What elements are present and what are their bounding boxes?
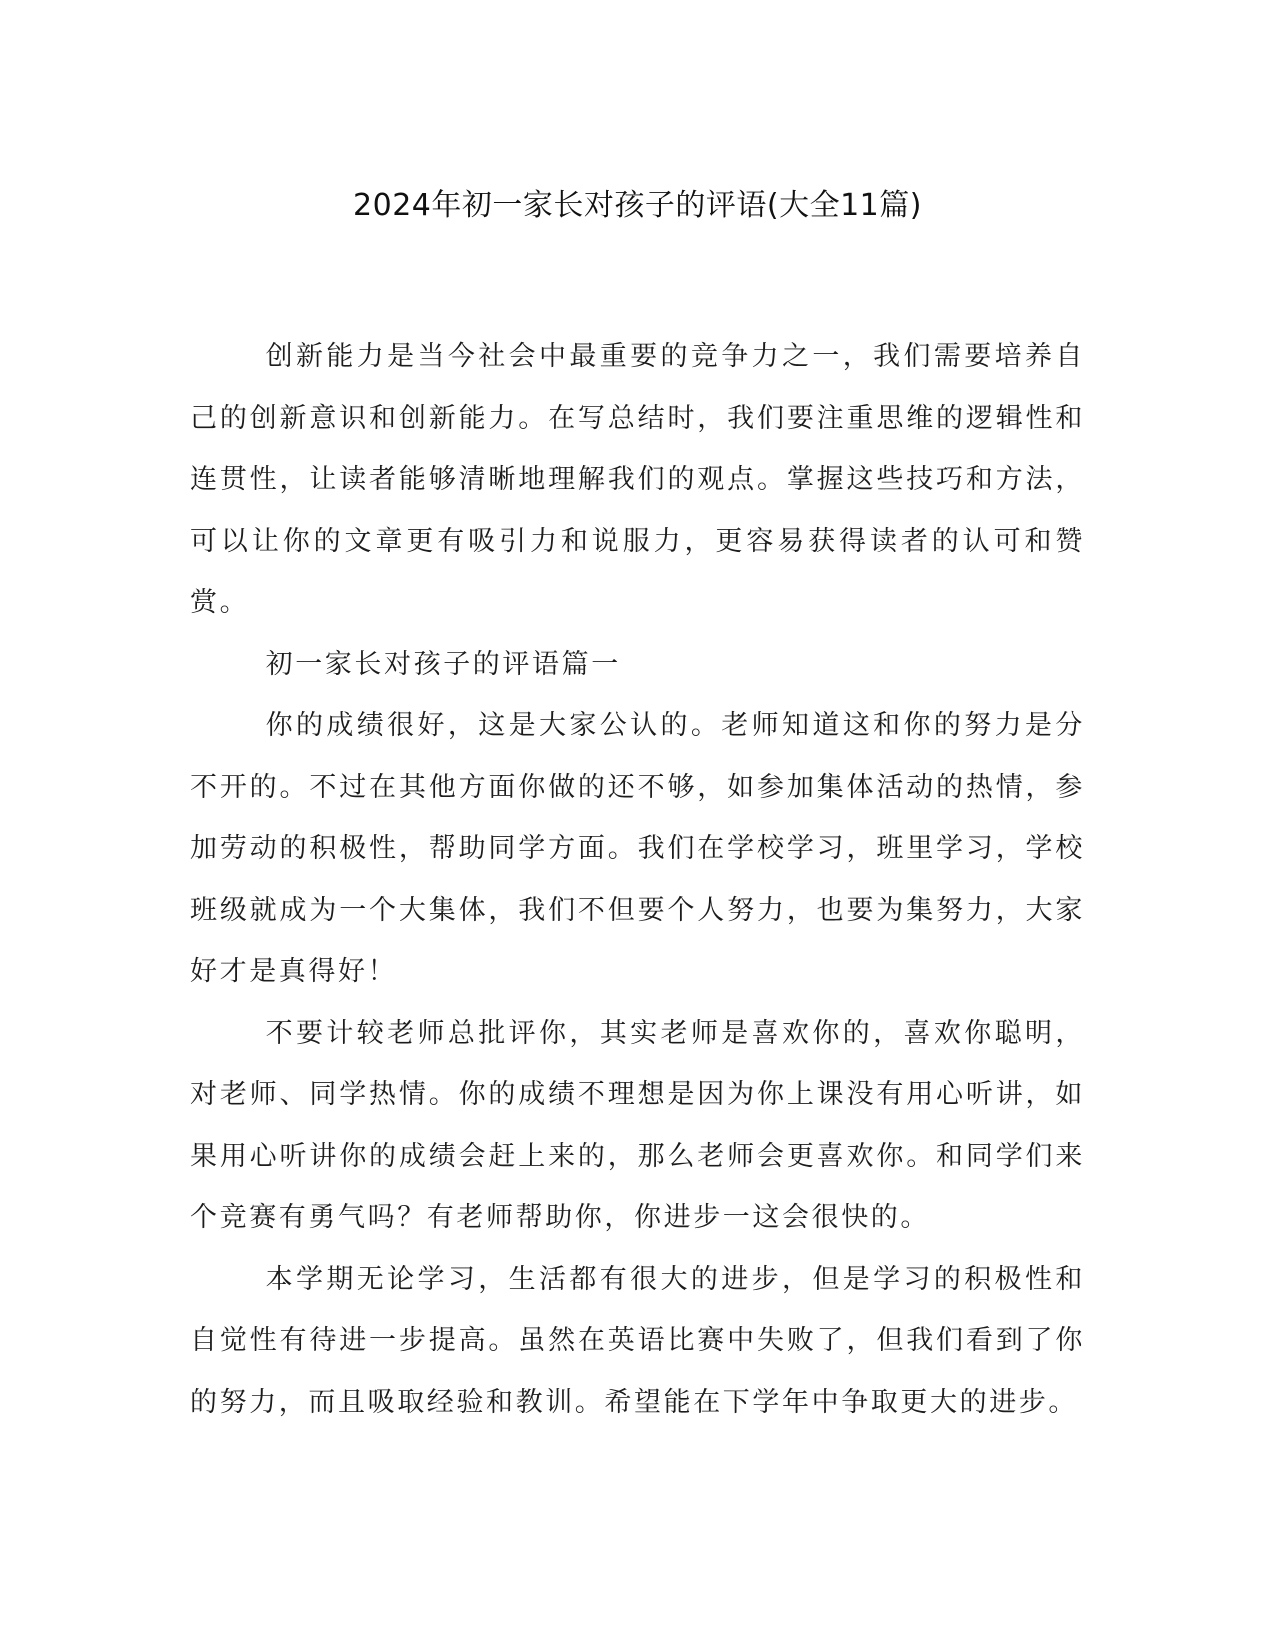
paragraph-comment-1: 你的成绩很好，这是大家公认的。老师知道这和你的努力是分不开的。不过在其他方面你做的还不够，如参加集体活动的热情，参加劳动的积极性，帮助同学方面。我们在学校学习，班里学习，学校班级就成为一个大集体，我们不但要个人努力，也要为集努力，大家好才是真得好！ [190, 710, 1085, 987]
paragraph-comment-3: 本学期无论学习，生活都有很大的进步，但是学习的积极性和自觉性有待进一步提高。虽然在英语比赛中失败了，但我们看到了你的努力，而且吸取经验和教训。希望能在下学年中争取更大的进步。 [190, 1263, 1085, 1418]
document-title: 2024年初一家长对孩子的评语(大全11篇) [353, 188, 922, 223]
section-heading: 初一家长对孩子的评语篇一 [265, 648, 621, 680]
paragraph-intro: 创新能力是当今社会中最重要的竞争力之一，我们需要培养自己的创新意识和创新能力。在写总结时，我们要注重思维的逻辑性和连贯性，让读者能够清晰地理解我们的观点。掌握这些技巧和方法，可以让你的文章更有吸引力和说服力，更容易获得读者的认可和赞赏。 [190, 341, 1085, 618]
paragraph-comment-2: 不要计较老师总批评你，其实老师是喜欢你的，喜欢你聪明，对老师、同学热情。你的成绩不理想是因为你上课没有用心听讲，如果用心听讲你的成绩会赶上来的，那么老师会更喜欢你。和同学们来个竞赛有勇气吗？有老师帮助你，你进步一这会很快的。 [190, 1017, 1085, 1233]
document-body [190, 326, 1085, 1433]
